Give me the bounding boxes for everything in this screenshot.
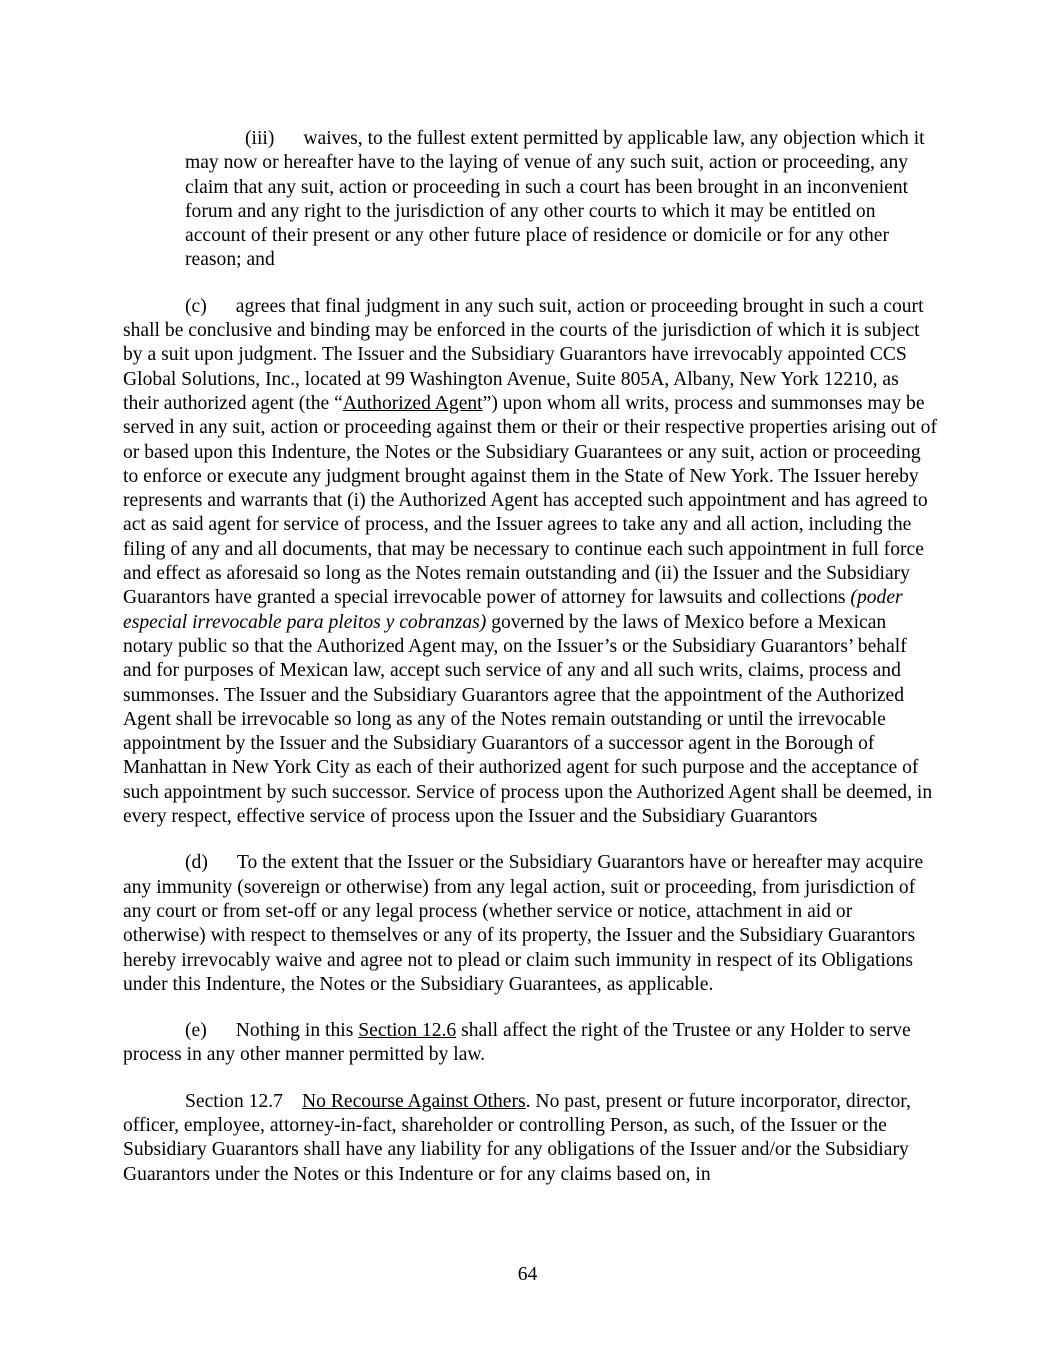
clause-e-run-2: shall affect the right of the Trustee or any Holder to serve process in any other manner permitted by law. [123,1020,911,1066]
section-12-7-text: . No past, present or future incorporator, director, officer, employee, attorney-in-fact, shareholder or controlling Person, as such, of the Issuer or the Subsidiary Guarantors shall have any liability for any obligations of the Issuer and/or the Subsidiary Guarantors under the Notes or this Indenture or for any claims based on, in [123,1090,911,1185]
clause-iii-text: waives, to the fullest extent permitted by applicable law, any objection which it may now or hereafter have to the laying of venue of any such suit, action or proceeding, any claim that any suit, action or proceeding in such a court has been brought in an inconvenient forum and any right to the jurisdiction of any other courts to which it may be entitled on account of their present or any other future place of residence or domicile or for any other reason; and [185,128,925,271]
clause-d-text: To the extent that the Issuer or the Subsidiary Guarantors have or hereafter may acquire any immunity (sovereign or otherwise) from any legal action, suit or proceeding, from jurisdiction of any court or from set-off or any legal process (whether service or notice, attachment in aid or otherwise) with respect to themselves or any of its property, the Issuer and the Subsidiary Guarantors hereby irrevocably waive and agree not to plead or claim such immunity in respect of its Obligations under this Indenture, the Notes or the Subsidiary Guarantees, as applicable. [123,852,924,995]
clause-c-label: (c) [185,295,207,317]
clause-e-run-0: Nothing in this [235,1020,359,1042]
page-number: 64 [517,1264,538,1285]
paragraph-iii [185,127,933,273]
clause-d-label: (d) [185,852,208,874]
spanish-phrase-italic: (poder especial irrevocable para pleitos y cobranzas) [123,587,903,633]
defined-term-authorized-agent: Authorized Agent [342,392,483,414]
paragraph-section-12-7 [123,1090,939,1187]
paragraph-e [123,1019,939,1068]
clause-iii-label: (iii) [245,128,275,149]
clause-c-run-0: agrees that final judgment in any such suit, action or proceeding brought in such a court shall be conclusive and binding may be enforced in the courts of the jurisdiction of which it is subject by a suit upon judgment. The Issuer and the Subsidiary Guarantors have irrevocably appointed CCS Global Solutions, Inc., located at 99 Washington Avenue, Suite 805A, Albany, New York 12210, as their authorized agent (the “ [123,295,924,414]
paragraph-c [123,295,939,830]
paragraph-d [123,851,939,997]
clause-c-run-4: governed by the laws of Mexico before a Mexican notary public so that the Authorized Agent may, on the Issuer’s or the Subsidiary Guarantors’ behalf and for purposes of Mexican law, accept such service of any and all such writs, claims, process and summonses. The Issuer and the Subsidiary Guarantors agree that the appointment of the Authorized Agent shall be irrevocable so long as any of the Notes remain outstanding or until the irrevocable appointment by the Issuer and the Subsidiary Guarantors of a successor agent in the Borough of Manhattan in New York City as each of their authorized agent for such purpose and the acceptance of such appointment by such successor. Service of process upon the Authorized Agent shall be deemed, in every respect, effective service of process upon the Issuer and the Subsidiary Guarantors [123,611,933,828]
clause-c-run-2: ”) upon whom all writs, process and summonses may be served in any suit, action or proceeding against them or their or their respective properties arising out of or based upon this Indenture, the Notes or the Subsidiary Guarantees or any suit, action or proceeding to enforce or execute any judgment brought against them in the State of New York. The Issuer hereby represents and warrants that (i) the Authorized Agent has accepted such appointment and has agreed to act as said agent for service of process, and the Issuer agrees to take any and all action, including the filing of any and all documents, that may be necessary to continue each such appointment in full force and effect as aforesaid so long as the Notes remain outstanding and (ii) the Issuer and the Subsidiary Guarantors have granted a special irrevocable power of attorney for lawsuits and collections [123,392,937,609]
section-12-7-heading: No Recourse Against Others [301,1090,526,1112]
section-12-7-number: Section 12.7 [185,1090,283,1112]
document-body [123,127,939,1187]
clause-e-label: (e) [185,1020,207,1042]
section-12-6-reference: Section 12.6 [358,1020,457,1042]
